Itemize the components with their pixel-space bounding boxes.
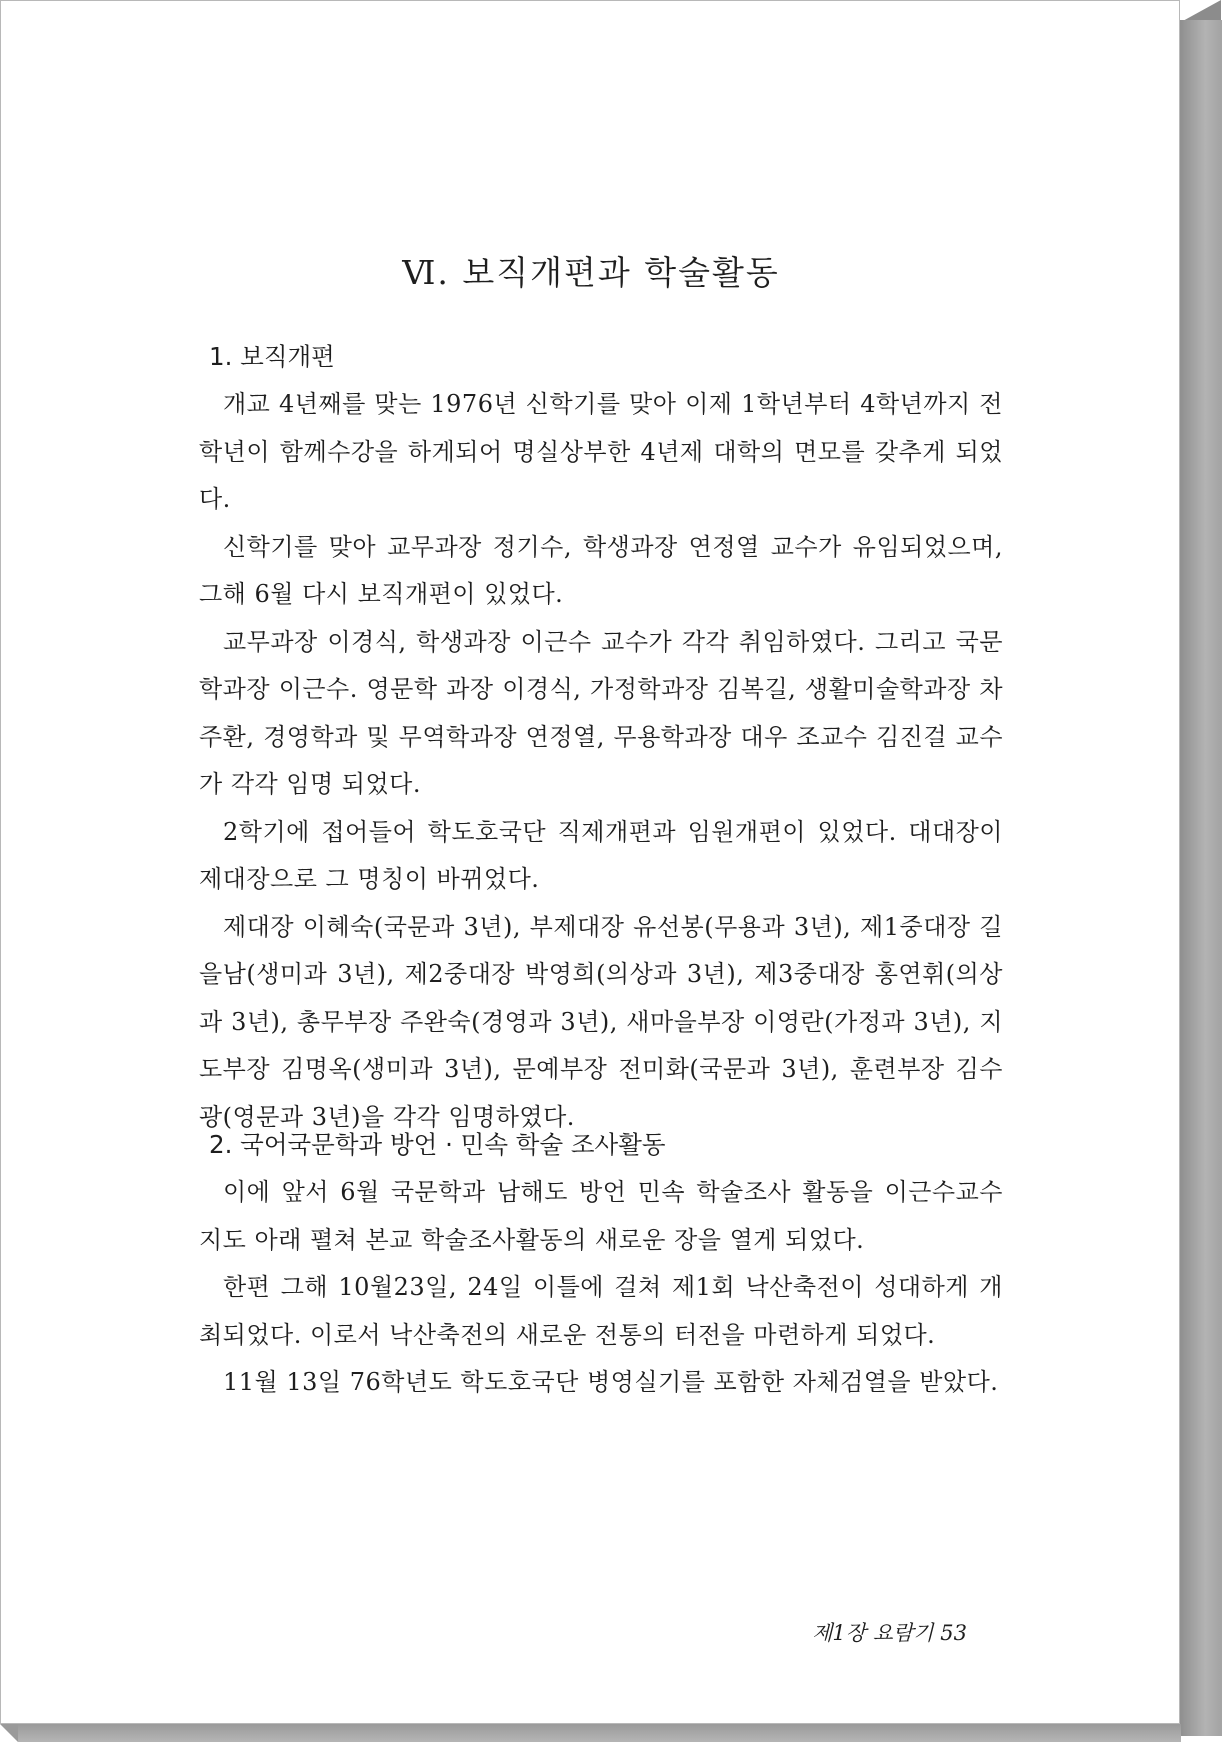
paragraph: 제대장 이혜숙(국문과 3년), 부제대장 유선봉(무용과 3년), 제1중대장 길을남(생미과 3년), 제2중대장 박영희(의상과 3년), 제3중대장 홍연휘(의상과 3년), 총무부장 주완숙(경영과 3년), 새마을부장 이영란(가정과 3년), 지도부장 김명옥(생미과 3년), 문예부장 전미화(국문과 3년), 훈련부장 김수광(영문과 3년)을 각각 임명하였다. — [199, 912, 1003, 1131]
book-edge-top — [1181, 0, 1221, 22]
paragraph: 개교 4년째를 맞는 1976년 신학기를 맞아 이제 1학년부터 4학년까지 전학년이 함께수강을 하게되어 명실상부한 4년제 대학의 면모를 갖추게 되었다. — [199, 390, 1003, 513]
page-footer — [812, 1617, 967, 1647]
section-heading: 1. 보직개편 — [209, 342, 335, 371]
book-edge-right — [1180, 20, 1222, 1736]
paragraph: 11월 13일 76학년도 학도호국단 병영실기를 포함한 자체검열을 받았다. — [223, 1368, 999, 1396]
section-staff-reorganization — [199, 333, 1003, 1141]
footer-chapter-label: 제1장 요람기 — [812, 1621, 934, 1645]
chapter-title: Ⅵ. 보직개편과 학술활동 — [402, 253, 780, 292]
book-edge-corner — [0, 1724, 18, 1742]
paragraph: 교무과장 이경식, 학생과장 이근수 교수가 각각 취임하였다. 그리고 국문학과장 이근수. 영문학 과장 이경식, 가정학과장 김복길, 생활미술학과장 차주환, 경영학과 및 무역학과장 연정열, 무용학과장 대우 조교수 김진걸 교수가 각각 임명 되었다. — [199, 627, 1003, 798]
section-heading: 2. 국어국문학과 방언 · 민속 학술 조사활동 — [209, 1130, 666, 1159]
paragraph: 이에 앞서 6월 국문학과 남해도 방언 민속 학술조사 활동을 이근수교수 지도 아래 펼쳐 본교 학술조사활동의 새로운 장을 열게 되었다. — [199, 1178, 1003, 1254]
book-edge-bottom — [18, 1724, 1181, 1742]
paragraph: 한편 그해 10월23일, 24일 이틀에 걸쳐 제1회 낙산축전이 성대하게 개최되었다. 이로서 낙산축전의 새로운 전통의 터전을 마련하게 되었다. — [199, 1273, 1003, 1349]
section-dialect-folklore-survey — [199, 1121, 1003, 1407]
page-number: 53 — [940, 1621, 967, 1645]
paragraph: 2학기에 접어들어 학도호국단 직제개편과 임원개편이 있었다. 대대장이 제대장으로 그 명칭이 바뀌었다. — [199, 817, 1003, 893]
paragraph: 신학기를 맞아 교무과장 정기수, 학생과장 연정열 교수가 유임되었으며, 그해 6월 다시 보직개편이 있었다. — [199, 532, 1003, 608]
